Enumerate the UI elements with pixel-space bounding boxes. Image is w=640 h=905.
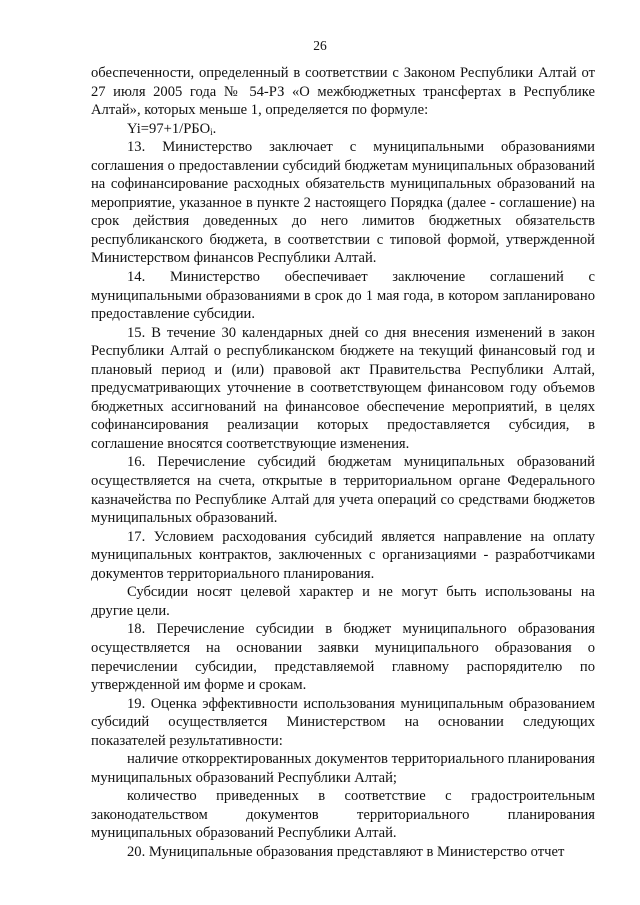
paragraph-17-note: Субсидии носят целевой характер и не могут быть использованы на другие цели. xyxy=(91,584,595,619)
paragraph-13: 13. Министерство заключает с муниципальными образованиями соглашения о предоставлении субсидий бюджетам муниципальных образований на софинансирование расходных обязательств муниципальных образований на мероприятие, указанное в пункте 2 настоящего Порядка (далее - соглашение) на срок действия доведенных до него лимитов бюджетных обязательств республиканского бюджета, в соответствии с типовой формой, утвержденной Министерством финансов Республики Алтай. xyxy=(91,139,595,267)
indicator-item-1: наличие откорректированных документов территориального планирования муниципальных образований Республики Алтай; xyxy=(91,751,595,786)
document-body xyxy=(91,64,595,862)
paragraph-14: 14. Министерство обеспечивает заключение соглашений с муниципальными образованиями в срок до 1 мая года, в котором запланировано предоставление субсидии. xyxy=(91,269,595,323)
formula-subscript: i xyxy=(210,126,213,137)
paragraph-18: 18. Перечисление субсидии в бюджет муниципального образования осуществляется на основании заявки муниципального образования о перечислении субсидии, представляемой главному распорядителю по утвержденной им форме и срокам. xyxy=(91,621,595,694)
intro-paragraph: обеспеченности, определенный в соответствии с Законом Республики Алтай от 27 июля 2005 года № 54-РЗ «О межбюджетных трансфертах в Республике Алтай», которых меньше 1, определяется по формуле: xyxy=(91,65,595,119)
formula xyxy=(91,120,595,139)
formula-main: Yi=97+1/РБО xyxy=(127,120,211,137)
paragraph-20: 20. Муниципальные образования представляют в Министерство отчет xyxy=(127,843,565,860)
indicator-item-2: количество приведенных в соответствие с градостроительным законодательством документов территориального планирования муниципальных образований Республики Алтай. xyxy=(91,788,595,842)
formula-tail: . xyxy=(212,120,217,137)
paragraph-16: 16. Перечисление субсидий бюджетам муниципальных образований осуществляется на счета, открытые в территориальном органе Федерального казначейства по Республике Алтай для учета операций со средствами бюджетов муниципальных образований. xyxy=(91,454,595,527)
paragraph-19: 19. Оценка эффективности использования муниципальным образованием субсидий осуществляется Министерством на основании следующих показателей результативности: xyxy=(91,695,595,749)
page-number: 26 xyxy=(313,38,327,53)
paragraph-15: 15. В течение 30 календарных дней со дня внесения изменений в закон Республики Алтай о республиканском бюджете на текущий финансовый год и плановый период и (или) правовой акт Правительства Республики Алтай, предусматривающих уточнение в соответствующем финансовом году объемов бюджетных ассигнований на финансовое обеспечение мероприятий, в целях софинансирования реализации которых предоставляется субсидия, в соглашение вносятся соответствующие изменения. xyxy=(91,324,595,452)
paragraph-17: 17. Условием расходования субсидий является направление на оплату муниципальных контрактов, заключенных с организациями - разработчиками документов территориального планирования. xyxy=(91,528,595,582)
